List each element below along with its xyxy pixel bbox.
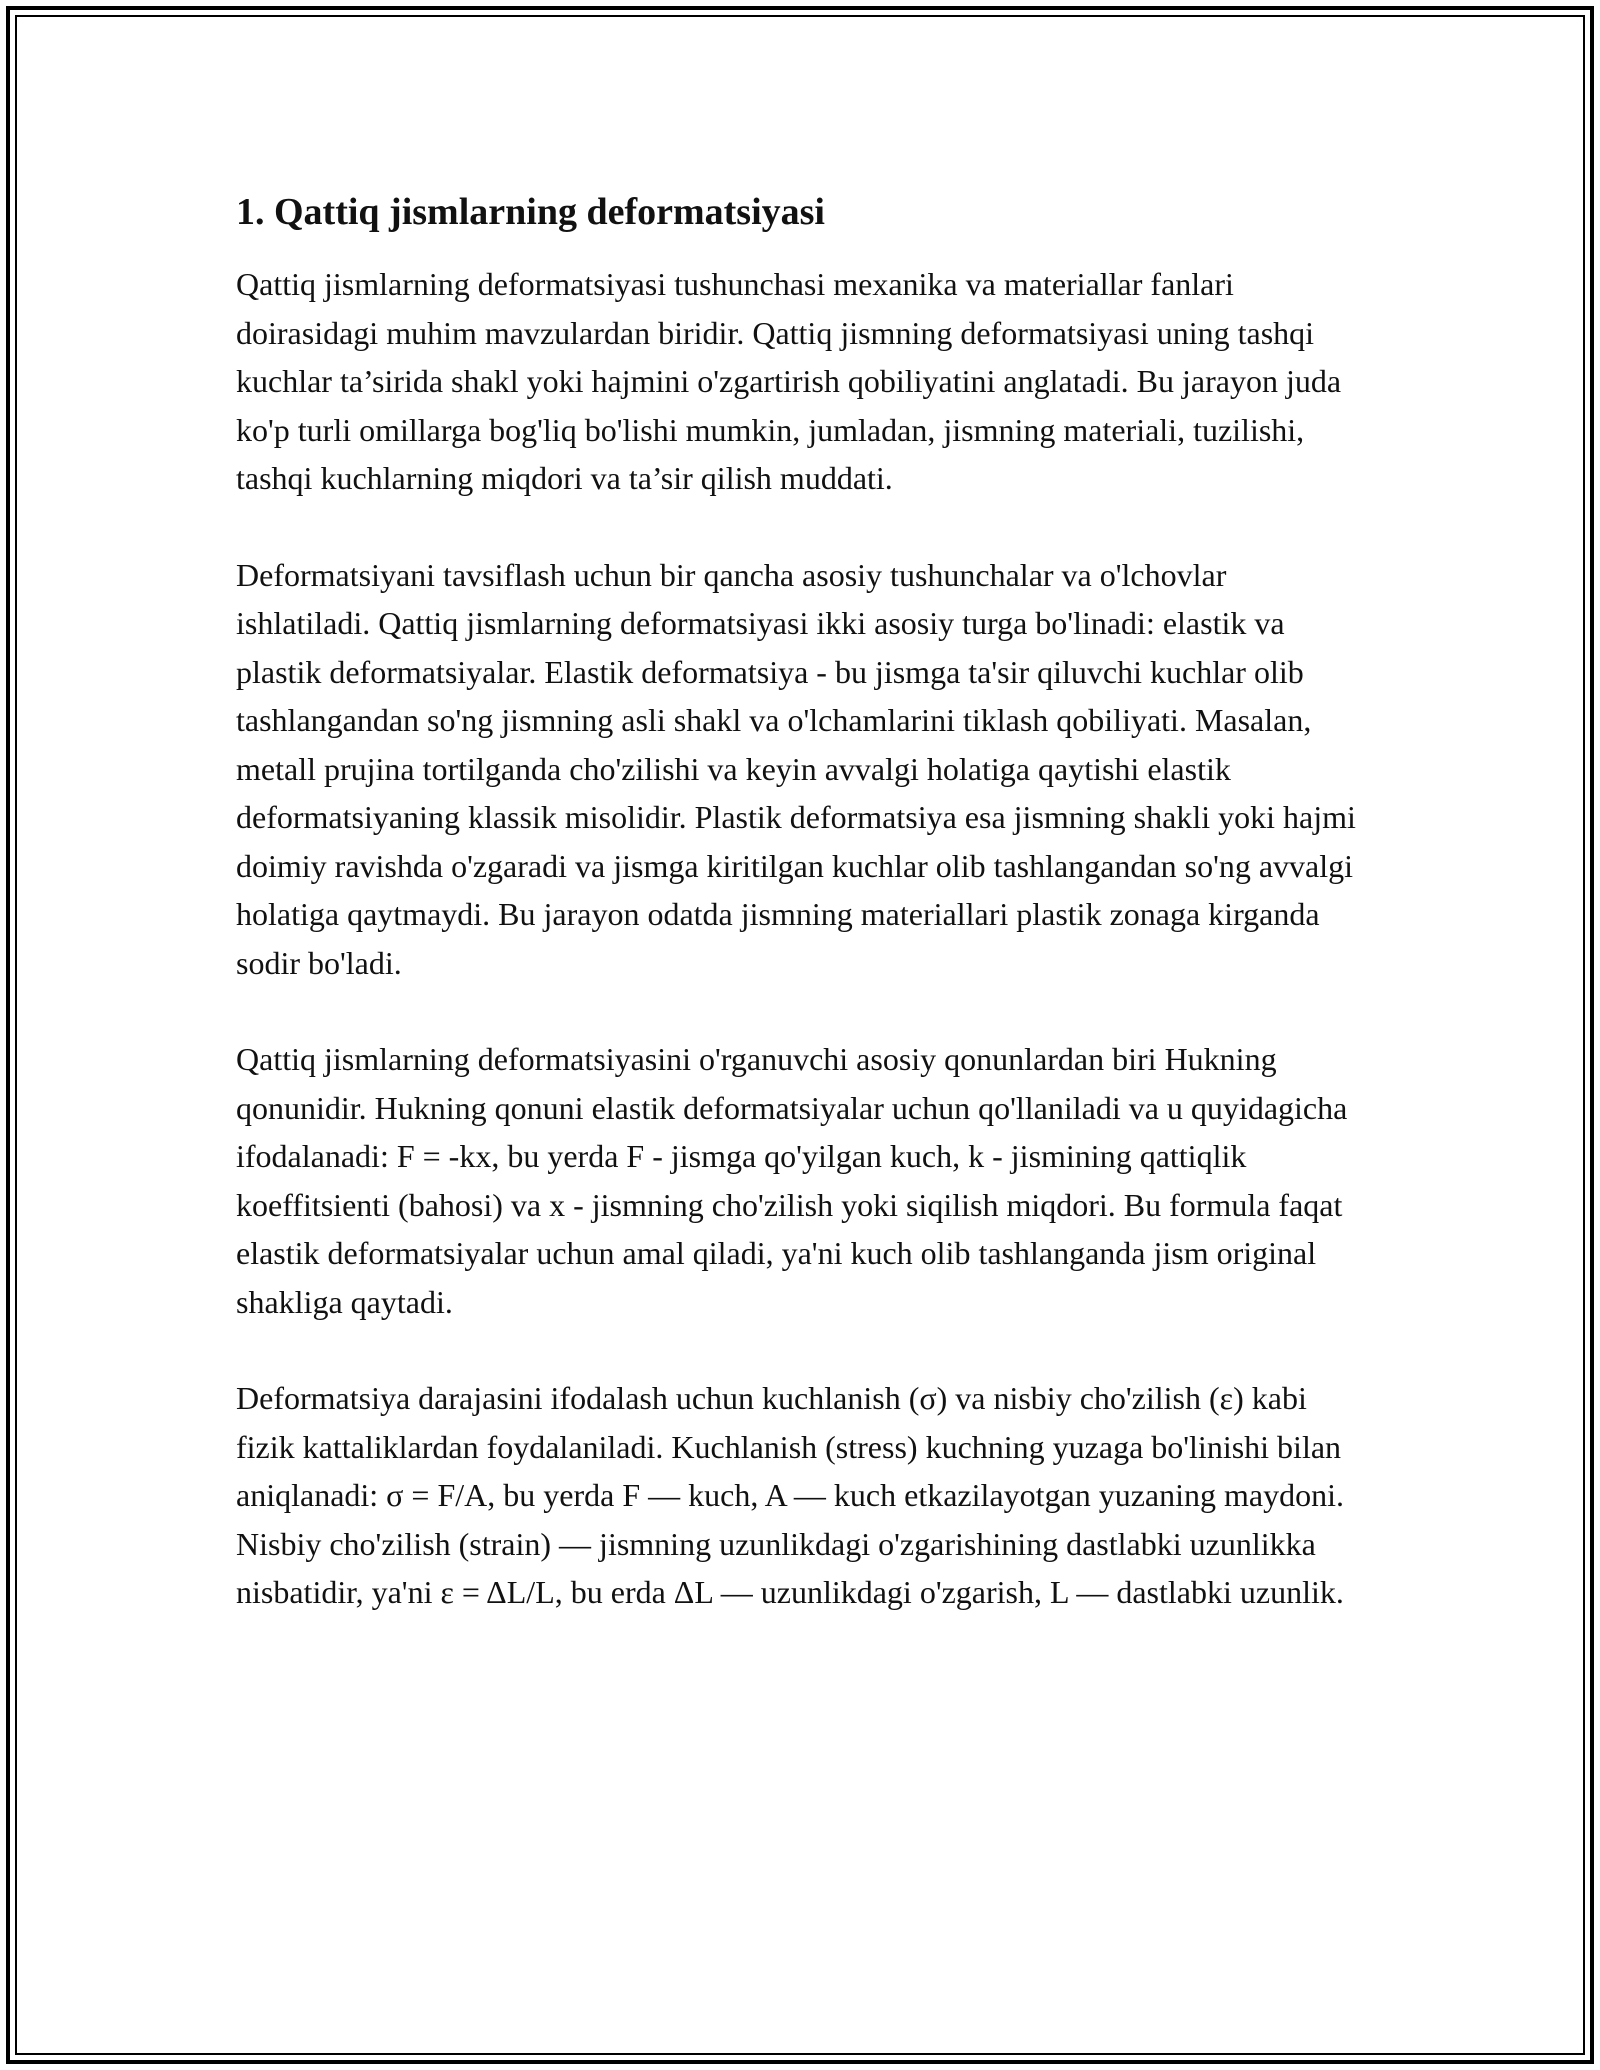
section-title: 1. Qattiq jismlarning deformatsiyasi	[236, 191, 825, 233]
paragraph-2: Deformatsiyani tavsiflash uchun bir qancha asosiy tushunchalar va o'lchovlar ishlatiladi. Qattiq jismlarning deformatsiyasi ikki asosiy turga bo'linadi: elastik va plastik deformatsiyalar. Elastik deformatsiya - bu jismga ta'sir qiluvchi kuchlar olib tashlangandan so'ng jismning asli shakl va o'lchamlarini tiklash qobiliyati. Masalan, metall prujina tortilganda cho'zilishi va keyin avvalgi holatiga qaytishi elastik deformatsiyaning klassik misolidir. Plastik deformatsiya esa jismning shakli yoki hajmi doimiy ravishda o'zgaradi va jismga kiritilgan kuchlar olib tashlangandan so'ng avvalgi holatiga qaytmaydi. Bu jarayon odatda jismning materiallari plastik zonaga kirganda sodir bo'ladi.	[236, 556, 1356, 981]
paragraph-3: Qattiq jismlarning deformatsiyasini o'rganuvchi asosiy qonunlardan biri Hukning qonunidir. Hukning qonuni elastik deformatsiyalar uchun qo'llaniladi va u quyidagicha ifodalanadi: F = -kx, bu yerda F - jismga qo'yilgan kuch, k - jismining qattiqlik koeffitsienti (bahosi) va x - jismning cho'zilish yoki siqilish miqdori. Bu formula faqat elastik deformatsiyalar uchun amal qiladi, ya'ni kuch olib tashlanganda jism original shakliga qaytadi.	[236, 1041, 1348, 1320]
paragraph-4: Deformatsiya darajasini ifodalash uchun kuchlanish (σ) va nisbiy cho'zilish (ε) kabi fizik kattaliklardan foydalaniladi. Kuchlanish (stress) kuchning yuzaga bo'linishi bilan aniqlanadi: σ = F/A, bu yerda F — kuch, A — kuch etkazilayotgan yuzaning maydoni. Nisbiy cho'zilish (strain) — jismning uzunlikdagi o'zgarishining dastlabki uzunlikka nisbatidir, ya'ni ε = ΔL/L, bu erda ΔL — uzunlikdagi o'zgarish, L — dastlabki uzunlik.	[236, 1380, 1344, 1610]
document-body	[236, 186, 1366, 1665]
paragraph-1: Qattiq jismlarning deformatsiyasi tushunchasi mexanika va materiallar fanlari doirasidagi muhim mavzulardan biridir. Qattiq jismning deformatsiyasi uning tashqi kuchlar ta’sirida shakl yoki hajmini o'zgartirish qobiliyatini anglatadi. Bu jarayon juda ko'p turli omillarga bog'liq bo'lishi mumkin, jumladan, jismning materiali, tuzilishi, tashqi kuchlarning miqdori va ta’sir qilish muddati.	[236, 266, 1342, 496]
